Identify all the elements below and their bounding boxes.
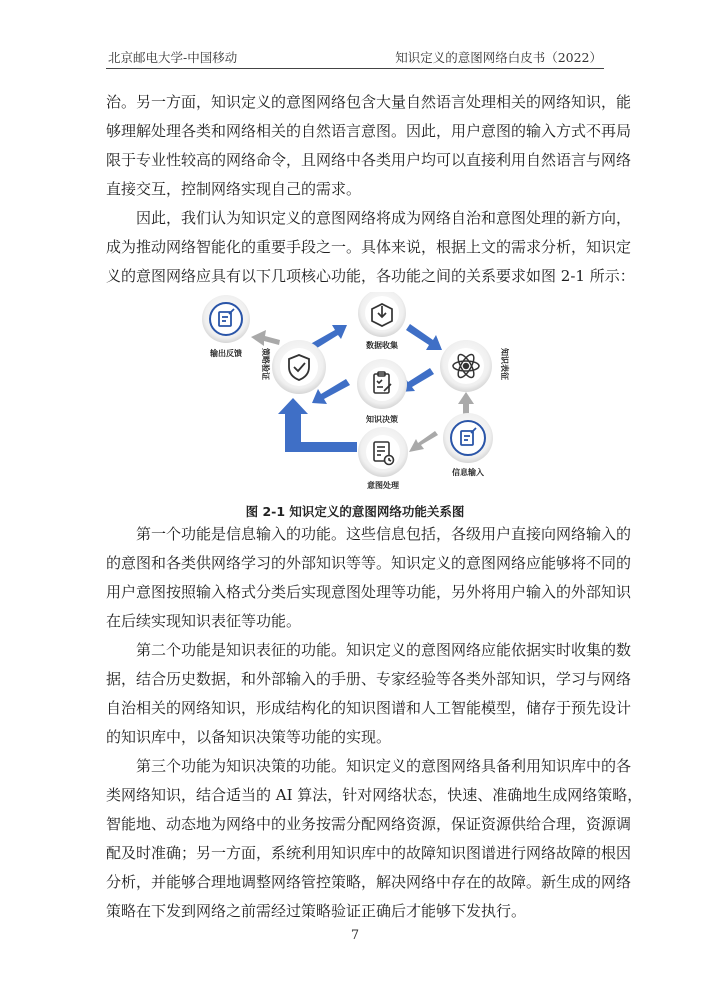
blue-arrow (278, 398, 357, 452)
function-relationship-figure (195, 292, 515, 492)
info-input-node (443, 413, 493, 463)
function-paragraph-2 (106, 636, 632, 752)
function-paragraph-1 (106, 520, 632, 636)
blue-arrow (406, 324, 442, 350)
knowledge-representation-label: 知识表征 (500, 348, 509, 380)
knowledge-representation-node (440, 340, 492, 392)
text-line: 在后续实现知识表征等功能。 (106, 612, 302, 630)
text-line: 分析，并能够合理地调整网络管控策略，解决网络中存在的故障。新生成的网络 (106, 873, 632, 891)
intent-processing-node (358, 427, 408, 477)
text-line: 限于专业性较高的网络命令，且网络中各类用户均可以直接利用自然语言与网络 (106, 151, 632, 169)
function-paragraph-3 (106, 752, 643, 926)
info-input-label: 信息输入 (452, 468, 484, 477)
text-line: 治。另一方面，知识定义的意图网络包含大量自然语言处理相关的网络知识，能 (106, 93, 632, 111)
intro-paragraph (106, 88, 632, 204)
text-line: 的知识库中，以备知识决策等功能的实现。 (106, 728, 392, 746)
intent-processing-label: 意图处理 (367, 481, 399, 490)
gray-arrow (251, 330, 280, 346)
data-collection-node (358, 292, 406, 337)
text-line: 因此，我们认为知识定义的意图网络将成为网络自治和意图处理的新方向， (136, 209, 632, 227)
header-right: 知识定义的意图网络白皮书（2022） (395, 50, 602, 65)
header-left: 北京邮电大学-中国移动 (108, 50, 238, 65)
page-header (106, 44, 604, 69)
page-number: 7 (350, 928, 360, 943)
text-line: 成为推动网络智能化的重要手段之一。具体来说，根据上文的需求分析，知识定 (106, 238, 632, 256)
text-line: 配及时准确；另一方面，系统利用知识库中的故障知识图谱进行网络故障的根因 (106, 844, 632, 862)
text-line: 第二个功能是知识表征的功能。知识定义的意图网络应能依据实时收集的数 (136, 641, 632, 659)
text-line: 用户意图按照输入格式分类后实现意图处理等功能，另外将用户输入的外部知识 (106, 583, 632, 601)
text-line: 第三个功能为知识决策的功能。知识定义的意图网络具备利用知识库中的各 (136, 757, 632, 775)
output-feedback-node (202, 295, 250, 343)
text-line: 类网络知识，结合适当的 AI 算法，针对网络状态，快速、准确地生成网络策略， (106, 786, 643, 804)
text-line: 据，结合历史数据，和外部输入的手册、专家经验等各类外部知识，学习与网络 (106, 670, 632, 688)
text-line: 策略在下发到网络之前需经过策略验证正确后才能够下发执行。 (106, 902, 527, 920)
text-line: 直接交互，控制网络实现自己的需求。 (106, 180, 362, 198)
data-collection-label: 数据收集 (366, 341, 398, 350)
gray-arrow (409, 431, 438, 452)
policy-verification-node (272, 340, 326, 394)
figure-caption: 图 2-1 知识定义的意图网络功能关系图 (245, 504, 465, 519)
text-line: 够理解处理各类和网络相关的自然语言意图。因此，用户意图的输入方式不再局 (106, 122, 632, 140)
summary-paragraph (106, 204, 635, 291)
policy-verification-label: 策略验证 (261, 348, 270, 380)
text-line: 智能地、动态地为网络中的业务按需分配网络资源，保证资源供给合理，资源调 (106, 815, 632, 833)
knowledge-decision-label: 知识决策 (366, 415, 398, 424)
knowledge-decision-node (357, 359, 407, 409)
text-line: 义的意图网络应具有以下几项核心功能，各功能之间的关系要求如图 2-1 所示： (106, 267, 635, 285)
text-line: 自治相关的网络知识，形成结构化的知识图谱和人工智能模型，储存于预先设计 (106, 699, 632, 717)
text-line: 的意图和各类供网络学习的外部知识等等。知识定义的意图网络应能够将不同的 (106, 554, 632, 572)
output-feedback-label: 输出反馈 (210, 349, 242, 358)
text-line: 第一个功能是信息输入的功能。这些信息包括，各级用户直接向网络输入的 (136, 525, 632, 543)
